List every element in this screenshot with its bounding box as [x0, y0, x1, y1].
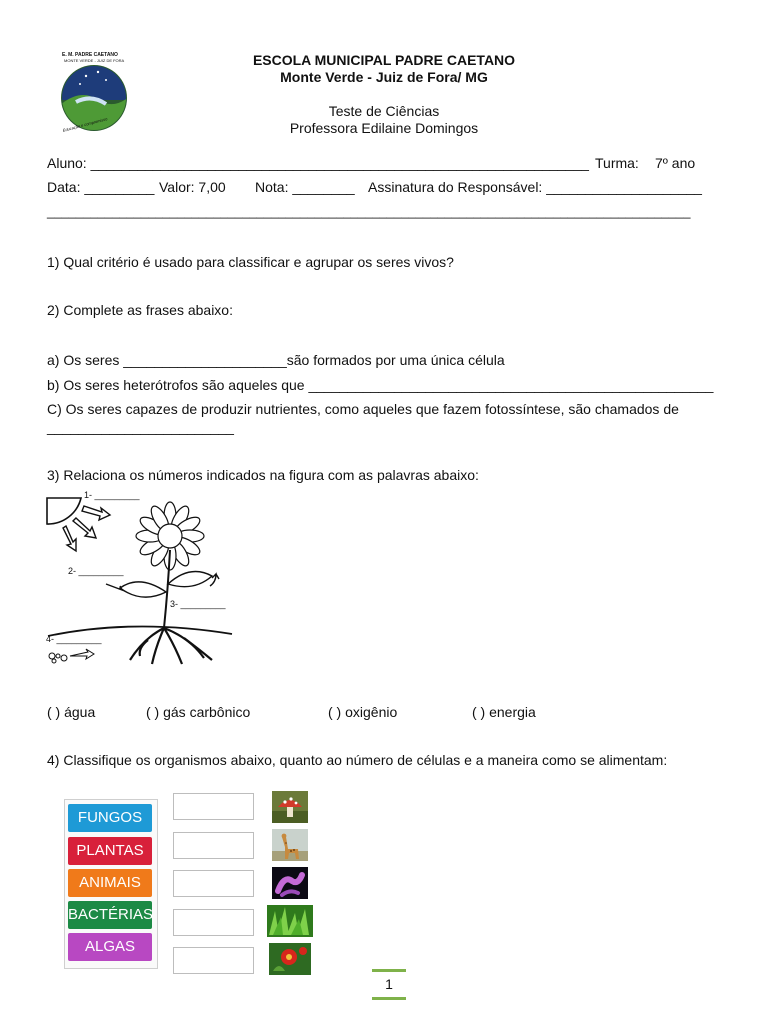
group-fungos[interactable]: FUNGOS — [68, 804, 152, 832]
question-2b: b) Os seres heterótrofos são aqueles que ____________________________________________________ — [47, 377, 714, 393]
roots — [130, 628, 212, 664]
logo-text-bottom: Educação e compromisso — [62, 116, 108, 133]
answer-box-5[interactable] — [173, 947, 254, 974]
giraffe-icon — [272, 829, 308, 861]
page-number-bar-top — [372, 969, 406, 972]
option-agua[interactable]: ( ) água — [47, 704, 96, 720]
figure-label-4: 4- _________ — [46, 634, 102, 644]
water-molecules — [49, 649, 94, 663]
answer-box-2[interactable] — [173, 832, 254, 859]
flower-icon — [269, 943, 311, 975]
page-number-bar-bottom — [372, 997, 406, 1000]
valor-label: Valor: 7,00 — [159, 179, 226, 195]
page-number: 1 — [385, 976, 393, 992]
bacteria-icon — [272, 867, 308, 899]
leaf-left — [120, 582, 166, 597]
header-divider: _________________________________________________________________________________________ — [47, 204, 691, 219]
turma-value: 7º ano — [655, 155, 696, 171]
question-1: 1) Qual critério é usado para classificar e agrupar os seres vivos? — [47, 254, 454, 270]
option-gas-carbonico[interactable]: ( ) gás carbônico — [146, 704, 251, 720]
group-animais[interactable]: ANIMAIS — [68, 869, 152, 897]
turma-label: Turma: — [595, 155, 639, 171]
answer-box-1[interactable] — [173, 793, 254, 820]
option-energia[interactable]: ( ) energia — [472, 704, 536, 720]
question-4: 4) Classifique os organismos abaixo, quanto ao número de células e a maneira como se alimentam: — [47, 752, 668, 768]
option-oxigenio[interactable]: ( ) oxigênio — [328, 704, 398, 720]
plant-figure — [44, 488, 234, 668]
question-2c: C) Os seres capazes de produzir nutrientes, como aqueles que fazem fotossíntese, são chamados de — [47, 401, 679, 417]
mushroom-icon — [272, 791, 308, 823]
logo-text-top: E. M. PADRE CAETANO — [62, 52, 118, 58]
nota-field[interactable]: Nota: ________ — [255, 179, 355, 195]
school-name: ESCOLA MUNICIPAL PADRE CAETANO — [252, 52, 516, 68]
aluno-field[interactable]: Aluno: ________________________________________________________________ — [47, 155, 589, 171]
figure-label-1: 1- _________ — [84, 490, 140, 500]
group-algas[interactable]: ALGAS — [68, 933, 152, 961]
teacher-name: Professora Edilaine Domingos — [289, 120, 479, 136]
group-bacterias[interactable]: BACTÉRIAS — [68, 901, 152, 929]
algae-icon — [267, 905, 313, 937]
data-field[interactable]: Data: _________ — [47, 179, 155, 195]
question-3: 3) Relaciona os números indicados na figura com as palavras abaixo: — [47, 467, 479, 483]
test-title: Teste de Ciências — [328, 103, 440, 119]
group-plantas[interactable]: PLANTAS — [68, 837, 152, 865]
question-2: 2) Complete as frases abaixo: — [47, 302, 233, 318]
school-location: Monte Verde - Juiz de Fora/ MG — [280, 69, 488, 85]
leaf-right — [168, 572, 212, 587]
answer-box-3[interactable] — [173, 870, 254, 897]
logo-text-sub: MONTE VERDE - JUIZ DE FORA — [64, 58, 125, 63]
assinatura-field[interactable]: Assinatura do Responsável: ____________________ — [368, 179, 702, 195]
question-2a: a) Os seres _____________________são formados por uma única célula — [47, 352, 505, 368]
question-2c-line: ________________________ — [47, 419, 234, 435]
figure-label-2: 2- _________ — [68, 566, 124, 576]
answer-box-4[interactable] — [173, 909, 254, 936]
figure-label-3: 3- _________ — [170, 599, 226, 609]
